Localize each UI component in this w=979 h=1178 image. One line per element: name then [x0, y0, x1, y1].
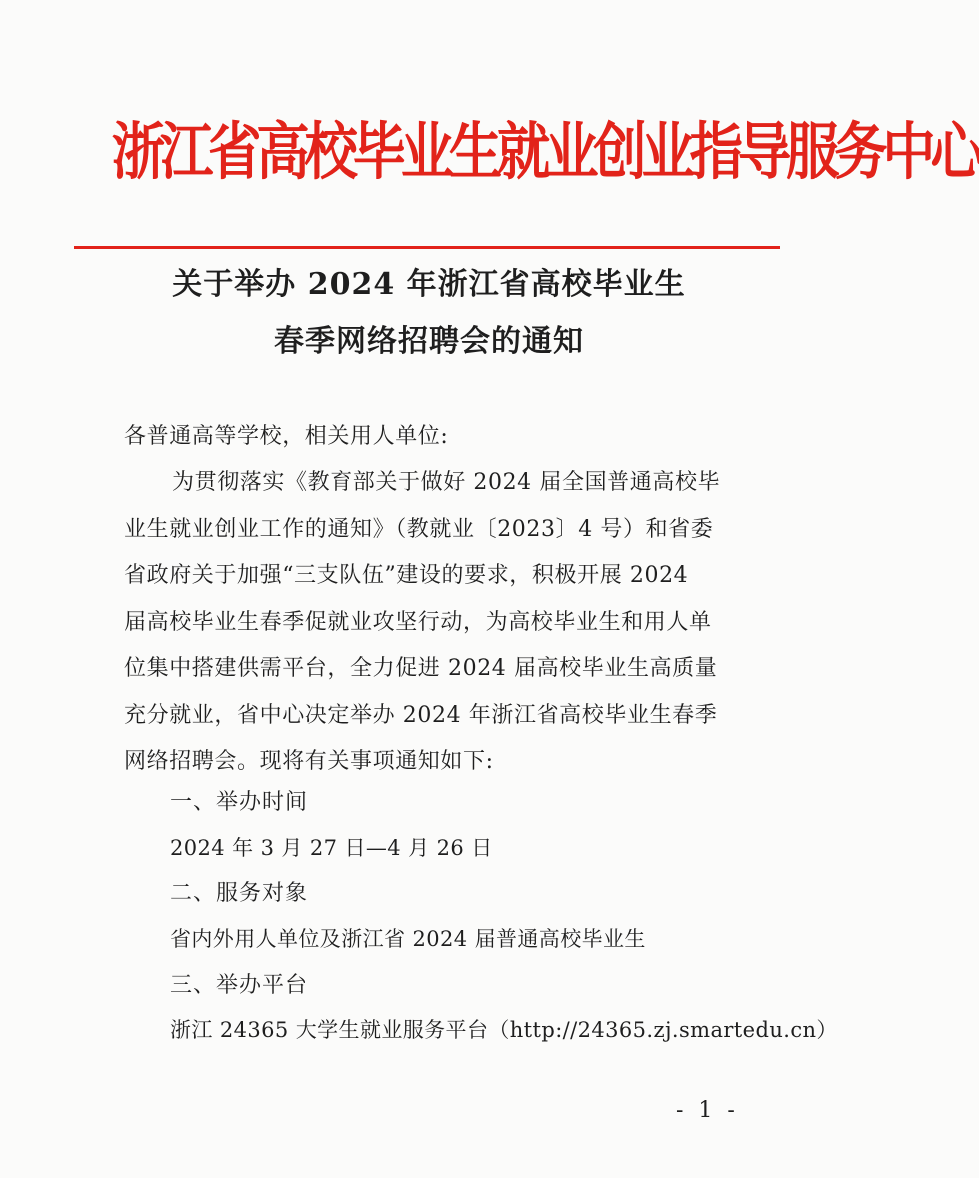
body-line: 充分就业，省中心决定举办 2024 年浙江省高校毕业生春季 [124, 702, 718, 728]
body-line: 省政府关于加强“三支队伍”建设的要求，积极开展 2024 [124, 563, 689, 588]
section-content-audience: 省内外用人单位及浙江省 2024 届普通高校毕业生 [170, 927, 646, 951]
section-content-time: 2024 年 3 月 27 日—4 月 26 日 [170, 836, 493, 860]
notice-title-line-1: 关于举办 2024 年浙江省高校毕业生 [172, 267, 686, 302]
body-line: 位集中搭建供需平台，全力促进 2024 届高校毕业生高质量 [124, 656, 718, 681]
section-heading-audience: 二、服务对象 [170, 881, 309, 906]
section-heading-time: 一、举办时间 [170, 790, 309, 815]
section-content-platform: 浙江 24365 大学生就业服务平台（http://24365.zj.smartedu.cn） [170, 1018, 838, 1042]
body-line: 为贯彻落实《教育部关于做好 2024 届全国普通高校毕 [172, 470, 721, 495]
body-line: 网络招聘会。现将有关事项通知如下: [124, 749, 494, 774]
masthead-title: 浙江省高校毕业生就业创业指导服务中心 [111, 115, 979, 188]
page-number: - 1 - [676, 1098, 739, 1123]
red-divider [74, 246, 780, 249]
body-paragraph [124, 460, 764, 786]
section-heading-platform: 三、举办平台 [170, 973, 309, 998]
notice-title-line-2: 春季网络招聘会的通知 [274, 324, 584, 359]
body-line: 业生就业创业工作的通知》（教就业〔2023〕4 号）和省委 [124, 516, 714, 542]
body-line: 届高校毕业生春季促就业攻坚行动，为高校毕业生和用人单 [124, 609, 712, 635]
salutation: 各普通高等学校，相关用人单位: [124, 424, 449, 449]
